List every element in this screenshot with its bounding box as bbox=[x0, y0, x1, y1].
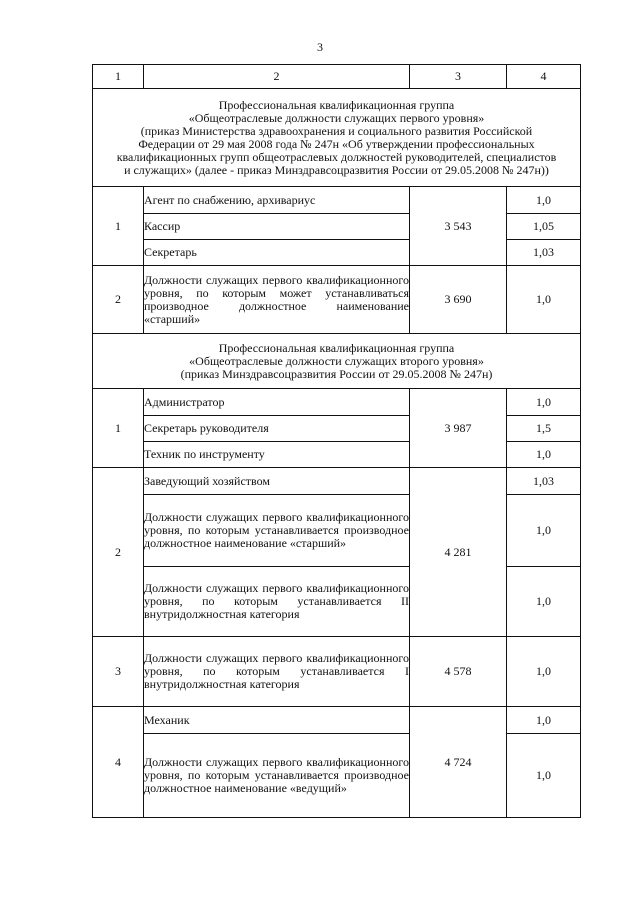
group-1-heading-line: квалификационных групп общеотраслевых должностей руководителей, специалистов bbox=[116, 149, 557, 164]
coefficient: 1,5 bbox=[507, 416, 581, 442]
table-row bbox=[93, 266, 581, 334]
group-1-heading-line: (приказ Министерства здравоохранения и социального развития Российской bbox=[140, 123, 533, 138]
header-row bbox=[93, 65, 581, 89]
group-2-heading-line: «Общеотраслевые должности служащих второго уровня» bbox=[189, 353, 484, 368]
group-1-heading-line: Профессиональная квалификационная группа bbox=[218, 97, 455, 112]
base-salary: 4 578 bbox=[410, 637, 507, 707]
coefficient: 1,03 bbox=[507, 240, 581, 266]
header-col-1: 1 bbox=[93, 65, 144, 89]
position-name: Кассир bbox=[144, 214, 410, 240]
table-row bbox=[93, 416, 581, 442]
group-heading-row bbox=[93, 334, 581, 389]
base-salary: 4 281 bbox=[410, 468, 507, 637]
level-number: 1 bbox=[93, 187, 144, 266]
header-col-4: 4 bbox=[507, 65, 581, 89]
base-salary: 3 543 bbox=[410, 187, 507, 266]
position-name: Механик bbox=[144, 707, 410, 734]
level-number: 2 bbox=[93, 266, 144, 334]
coefficient: 1,03 bbox=[507, 468, 581, 495]
header-col-3: 3 bbox=[410, 65, 507, 89]
position-name: Секретарь руководителя bbox=[144, 416, 410, 442]
position-name: Должности служащих первого квалификационного уровня, по которым устанавливается производное должностное наименование «ведущий» bbox=[144, 734, 410, 818]
position-name: Заведующий хозяйством bbox=[144, 468, 410, 495]
coefficient: 1,0 bbox=[507, 637, 581, 707]
salary-table bbox=[92, 64, 581, 818]
group-1-heading bbox=[93, 89, 581, 187]
level-number: 4 bbox=[93, 707, 144, 818]
coefficient: 1,0 bbox=[507, 734, 581, 818]
group-1-heading-line: и служащих» (далее - приказ Минздравсоцразвития России от 29.05.2008 № 247н)) bbox=[124, 162, 549, 177]
base-salary: 4 724 bbox=[410, 707, 507, 818]
position-name: Агент по снабжению, архивариус bbox=[144, 187, 410, 214]
level-number: 3 bbox=[93, 637, 144, 707]
position-name: Техник по инструменту bbox=[144, 442, 410, 468]
coefficient: 1,0 bbox=[507, 389, 581, 416]
table-row bbox=[93, 214, 581, 240]
group-1-heading-line: Федерации от 29 мая 2008 года № 247н «Об утверждении профессиональных bbox=[138, 136, 535, 151]
group-2-heading-line: (приказ Минздравсоцразвития России от 29.05.2008 № 247н) bbox=[180, 366, 493, 381]
position-name: Должности служащих первого квалификационного уровня, по которым устанавливается II внутридолжностная категория bbox=[144, 567, 410, 637]
table-row bbox=[93, 637, 581, 707]
table-row bbox=[93, 389, 581, 416]
page-number: 3 bbox=[317, 40, 323, 54]
coefficient: 1,05 bbox=[507, 214, 581, 240]
coefficient: 1,0 bbox=[507, 187, 581, 214]
coefficient: 1,0 bbox=[507, 567, 581, 637]
group-heading-row bbox=[93, 89, 581, 187]
level-number: 2 bbox=[93, 468, 144, 637]
table-row bbox=[93, 734, 581, 818]
position-name: Секретарь bbox=[144, 240, 410, 266]
position-name: Должности служащих первого квалификационного уровня, по которым может устанавливаться производное должностное наименование «старший» bbox=[144, 266, 410, 334]
coefficient: 1,0 bbox=[507, 442, 581, 468]
table-row bbox=[93, 187, 581, 214]
table-row bbox=[93, 567, 581, 637]
base-salary: 3 690 bbox=[410, 266, 507, 334]
position-name: Должности служащих первого квалификационного уровня, по которым устанавливается производное должностное наименование «старший» bbox=[144, 495, 410, 567]
position-name: Должности служащих первого квалификационного уровня, по которым устанавливается I внутридолжностная категория bbox=[144, 637, 410, 707]
table-row bbox=[93, 495, 581, 567]
coefficient: 1,0 bbox=[507, 707, 581, 734]
table-row bbox=[93, 707, 581, 734]
position-name: Администратор bbox=[144, 389, 410, 416]
level-number: 1 bbox=[93, 389, 144, 468]
group-2-heading bbox=[93, 334, 581, 389]
group-2-heading-line: Профессиональная квалификационная группа bbox=[218, 340, 455, 355]
header-col-2: 2 bbox=[144, 65, 410, 89]
coefficient: 1,0 bbox=[507, 266, 581, 334]
table-row bbox=[93, 468, 581, 495]
group-1-heading-line: «Общеотраслевые должности служащих первого уровня» bbox=[188, 110, 485, 125]
base-salary: 3 987 bbox=[410, 389, 507, 468]
coefficient: 1,0 bbox=[507, 495, 581, 567]
table-row bbox=[93, 442, 581, 468]
table-row bbox=[93, 240, 581, 266]
